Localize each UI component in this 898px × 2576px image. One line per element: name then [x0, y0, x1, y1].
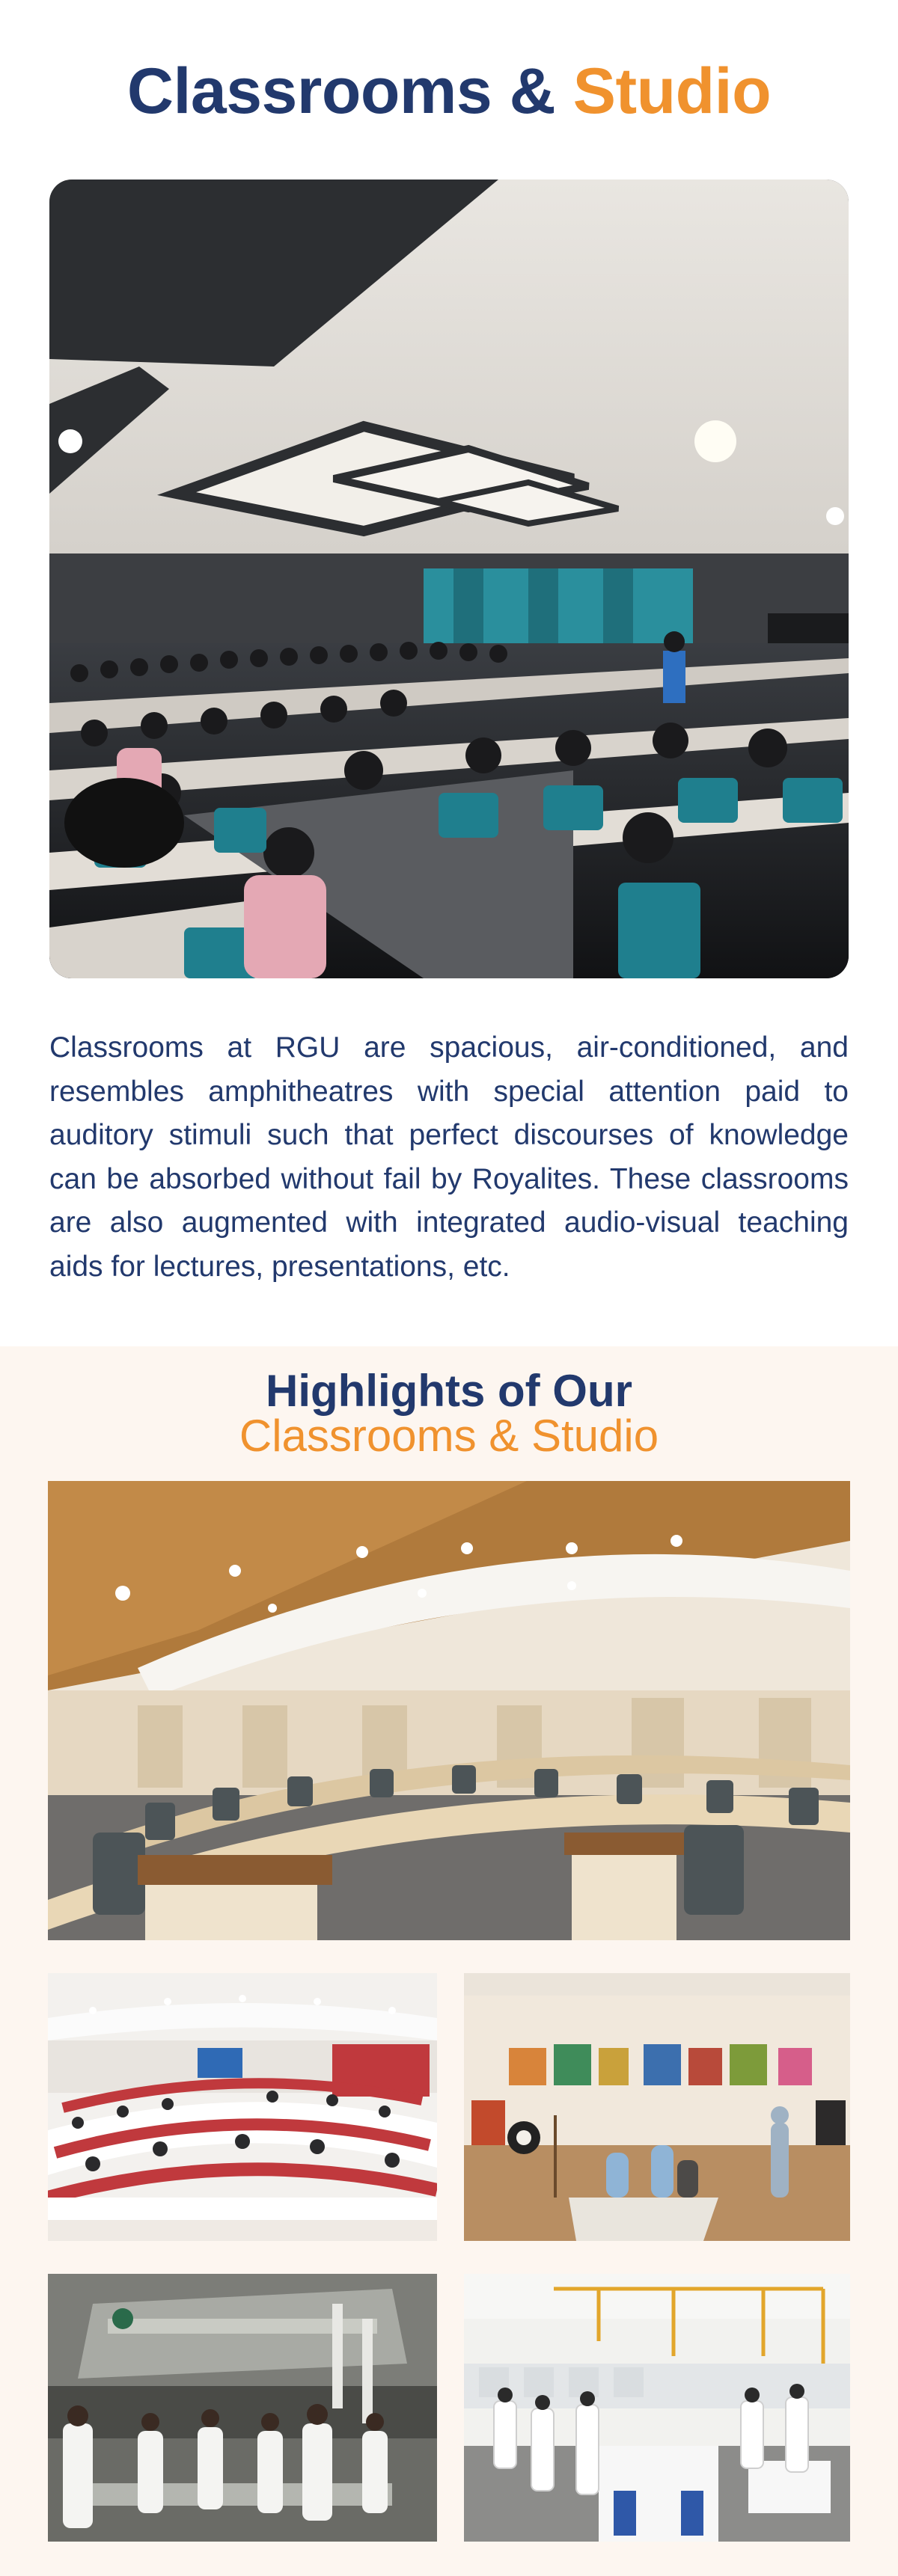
- highlights-title-line1: Highlights of Our: [266, 1366, 632, 1416]
- title-part-orange: Studio: [572, 55, 772, 127]
- kitchen-art: [48, 2274, 437, 2542]
- title-part-navy: Classrooms &: [126, 55, 556, 127]
- laboratory-art: [464, 2274, 850, 2542]
- classrooms-description: Classrooms at RGU are spacious, air-conditioned, and resembles amphitheatres with special attention paid to auditory stimuli such that perfect discourses of knowledge can be absorbed without fail by Royalites. These classrooms are also augmented with integrated audio-visual teaching aids for lectures, presentations, etc.: [49, 1031, 849, 1283]
- hero-photo-art: [49, 180, 849, 978]
- lecture-hall-photo: [48, 1973, 437, 2241]
- hero-classroom-photo: [49, 180, 849, 978]
- highlights-title-line2: Classrooms & Studio: [239, 1411, 659, 1461]
- lecture-hall-art: [48, 1973, 437, 2241]
- page-title: [0, 46, 898, 136]
- art-studio-photo: [464, 1973, 850, 2241]
- seminar-hall-photo: [48, 1481, 850, 1940]
- laboratory-photo: [464, 2274, 850, 2542]
- highlights-section: [0, 1346, 898, 2576]
- art-studio-art: [464, 1973, 850, 2241]
- kitchen-photo: [48, 2274, 437, 2542]
- seminar-hall-art: [48, 1481, 850, 1940]
